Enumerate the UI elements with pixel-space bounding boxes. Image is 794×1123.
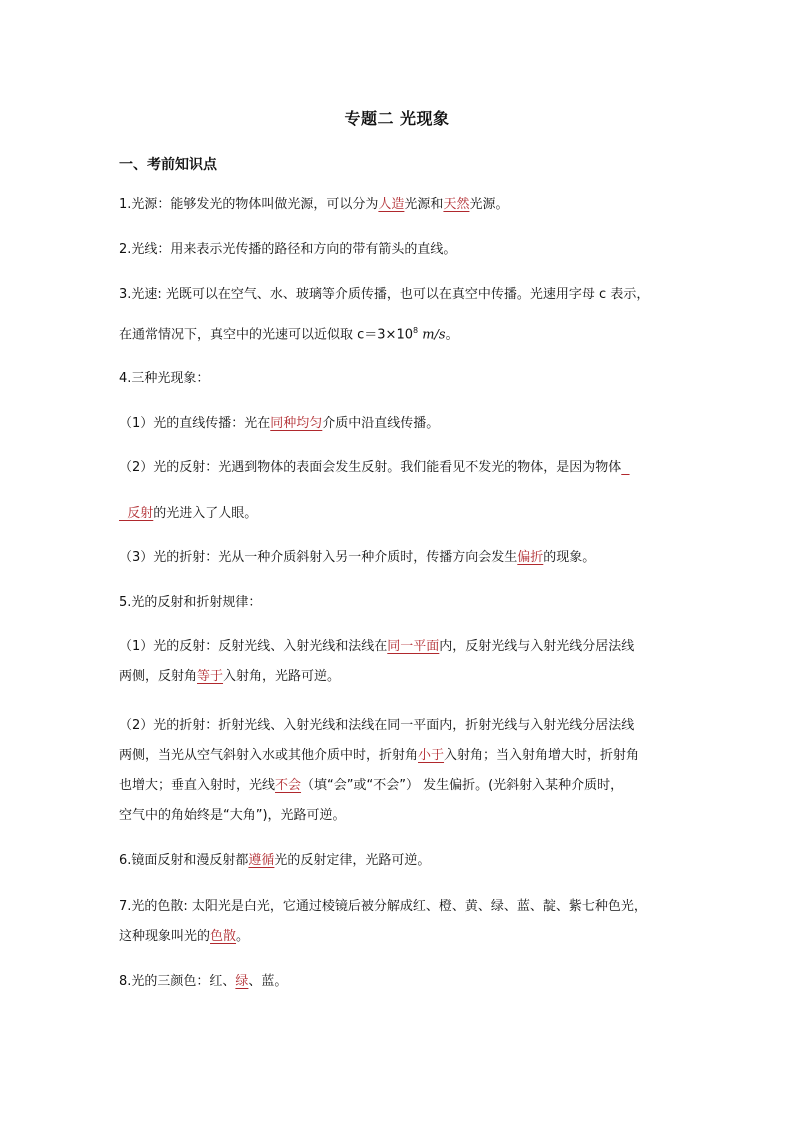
item-4-sub-3-prefix: （3）光的折射：光从一种介质斜射入另一种介质时，传播方向会发生	[119, 550, 518, 565]
item-7-line-1: 7.光的色散: 太阳光是白光，它通过棱镜后被分解成红、橙、黄、绿、蓝、靛、紫七种色光，	[119, 899, 647, 914]
answer-blank-same-plane: 同一平面	[387, 639, 440, 654]
item-5-sub-1-prefix: （1）光的反射：反射光线、入射光线和法线在	[119, 639, 388, 654]
answer-blank-reflection: 反射	[119, 506, 154, 521]
item-5-sub-2-line-3-suffix: （填“会”或“不会”） 发生偏折。(光斜射入某种介质时，	[301, 778, 624, 793]
item-5-sub-1-line-2	[119, 662, 689, 692]
item-4-header: 4.三种光现象：	[119, 371, 210, 386]
item-5-sub-2-line-1: （2）光的折射：折射光线、入射光线和法线在同一平面内，折射光线与入射光线分居法线	[119, 718, 635, 733]
item-3-exponent: 8	[413, 326, 419, 335]
answer-blank-less-than: 小于	[418, 748, 445, 763]
item-4-sub-3-suffix: 的现象。	[543, 550, 596, 565]
item-1-middle: 光源和	[404, 197, 444, 212]
item-5-sub-1-line-2-suffix: 入射角，光路可逆。	[223, 669, 341, 684]
answer-blank-will-not: 不会	[275, 778, 302, 793]
item-4-sub-2-suffix: 的光进入了人眼。	[153, 506, 258, 521]
item-5-sub-2-line-3	[119, 771, 689, 801]
item-7-line-2-suffix: 。	[236, 929, 250, 944]
item-5-sub-2-line-2	[119, 741, 689, 771]
item-6	[119, 846, 689, 876]
item-4-sub-2-text: （2）光的反射：光遇到物体的表面会发生反射。我们能看见不发光的物体，是因为物体	[119, 460, 622, 475]
answer-blank-deflection: 偏折	[517, 550, 544, 565]
item-7-line-2	[119, 922, 689, 952]
answer-blank-dispersion: 色散	[210, 929, 237, 944]
item-3-line-1: 3.光速: 光既可以在空气、水、玻璃等介质传播，也可以在真空中传播。光速用字母 c 表示，	[119, 287, 650, 302]
item-1-suffix: 光源。	[469, 197, 509, 212]
answer-blank-green: 绿	[235, 974, 249, 989]
item-4-sub-1	[119, 409, 689, 439]
item-5-sub-1-line-1	[119, 632, 689, 662]
item-4-sub-2-line-2	[119, 499, 689, 529]
item-4-sub-1-suffix: 介质中沿直线传播。	[322, 416, 440, 431]
item-6-suffix: 光的反射定律，光路可逆。	[274, 853, 431, 868]
answer-blank-lead	[621, 460, 629, 475]
item-6-prefix: 6.镜面反射和漫反射都	[119, 853, 249, 868]
item-1-prefix: 1.光源：能够发光的物体叫做光源，可以分为	[119, 197, 379, 212]
item-5-sub-1-line-2-prefix: 两侧，反射角	[119, 669, 198, 684]
item-3-line-2	[119, 316, 689, 350]
answer-blank-follow: 遵循	[248, 853, 275, 868]
item-5-sub-2-line-4: 空气中的角始终是“大角”)，光路可逆。	[119, 808, 346, 823]
document-title: 专题二 光现象	[344, 109, 450, 128]
item-5-header: 5.光的反射和折射规律：	[119, 595, 262, 610]
item-5-sub-1-line-1-suffix: 内，反射光线与入射光线分居法线	[439, 639, 635, 654]
item-4-sub-3	[119, 543, 689, 573]
item-5-sub-2-line-2-suffix: 入射角；当入射角增大时，折射角	[444, 748, 640, 763]
item-8-suffix: 、蓝。	[248, 974, 288, 989]
item-8-prefix: 8.光的三颜色：红、	[119, 974, 236, 989]
item-4-sub-1-prefix: （1）光的直线传播：光在	[119, 416, 271, 431]
item-5-sub-2-line-2-prefix: 两侧，当光从空气斜射入水或其他介质中时，折射角	[119, 748, 419, 763]
item-3-line-2-suffix: 。	[445, 327, 459, 343]
item-1-light-source	[119, 190, 689, 220]
item-5-sub-2-line-3-prefix: 也增大；垂直入射时，光线	[119, 778, 276, 793]
item-3-line-2-prefix: 在通常情况下，真空中的光速可以近似取 c＝3×10	[119, 327, 413, 343]
answer-blank-equal: 等于	[197, 669, 224, 684]
answer-blank-natural: 天然	[443, 197, 470, 212]
answer-blank-artificial: 人造	[378, 197, 405, 212]
item-8	[119, 967, 689, 997]
item-4-sub-2-line-1	[119, 453, 689, 483]
item-7-line-2-prefix: 这种现象叫光的	[119, 929, 211, 944]
section-heading: 一、考前知识点	[119, 157, 217, 173]
answer-blank-same-uniform: 同种均匀	[270, 416, 323, 431]
item-3-unit: m/s	[418, 327, 446, 343]
item-2-light-ray: 2.光线：用来表示光传播的路径和方向的带有箭头的直线。	[119, 242, 457, 257]
